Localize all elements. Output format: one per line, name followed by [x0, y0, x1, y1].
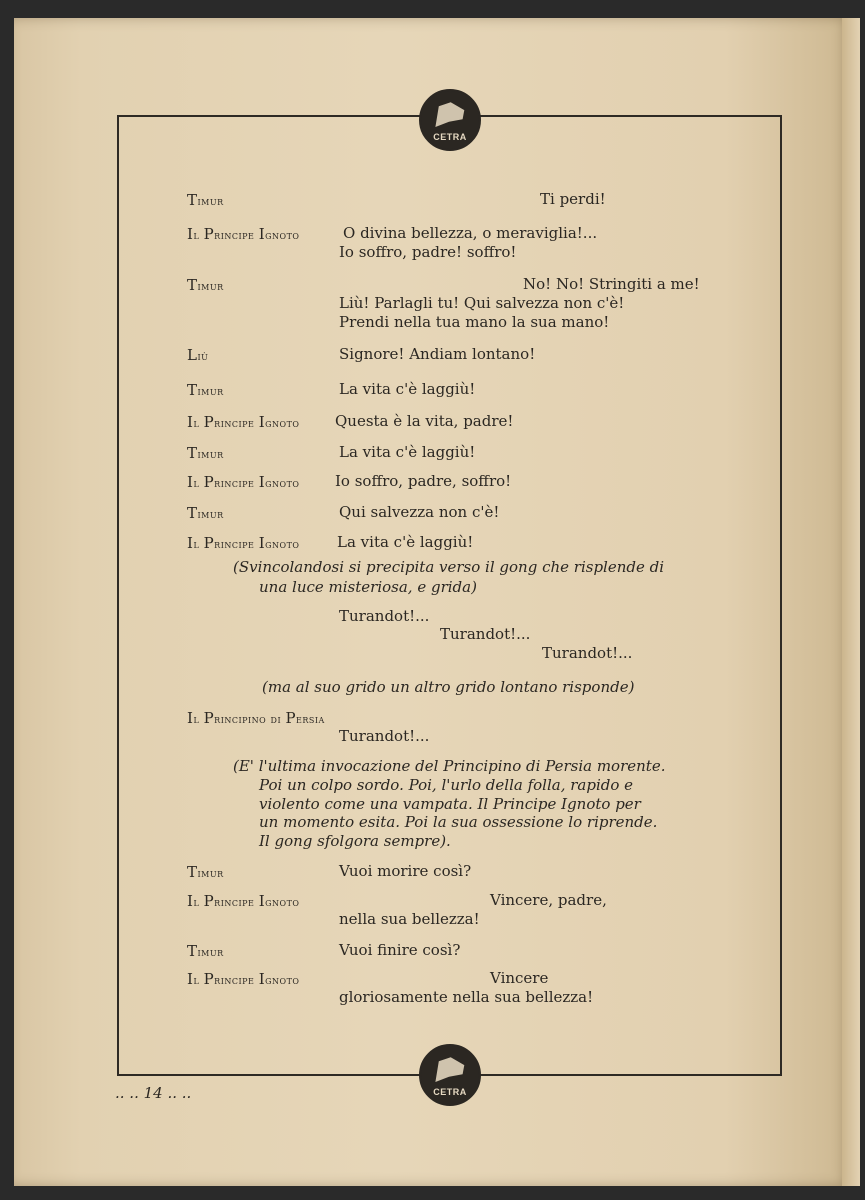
speaker-label: Il Principe Ignoto [187, 473, 300, 491]
speaker-label: Il Principe Ignoto [187, 534, 300, 552]
dialogue-line: O divina bellezza, o meraviglia!... [343, 224, 598, 242]
cetra-logo-top [419, 89, 481, 151]
speaker-label: Il Principe Ignoto [187, 413, 300, 431]
page-number: .. .. 14 .. .. [115, 1084, 192, 1102]
logo-label: CETRA [433, 132, 467, 142]
stage-direction: Il gong sfolgora sempre). [259, 832, 451, 850]
gramophone-icon [432, 101, 466, 127]
speaker-label: Timur [187, 504, 224, 522]
logo-label: CETRA [433, 1087, 467, 1097]
dialogue-line: Io soffro, padre, soffro! [335, 472, 512, 490]
dialogue-line: Turandot!... [339, 727, 430, 745]
stage-direction: (Svincolandosi si precipita verso il gong che risplende di [233, 558, 665, 576]
dialogue-line: Qui salvezza non c'è! [339, 503, 500, 521]
stage-direction: (ma al suo grido un altro grido lontano risponde) [262, 678, 635, 696]
dialogue-line: Vincere [490, 969, 549, 987]
stage-direction: un momento esita. Poi la sua ossessione lo riprende. [259, 813, 658, 831]
dialogue-line: La vita c'è laggiù! [339, 380, 476, 398]
stage-direction: Poi un colpo sordo. Poi, l'urlo della folla, rapido e [259, 776, 634, 794]
dialogue-line: nella sua bellezza! [339, 910, 480, 928]
dialogue-line: La vita c'è laggiù! [339, 443, 476, 461]
stage-direction: una luce misteriosa, e grida) [259, 578, 477, 596]
dialogue-line: Vuoi finire così? [339, 941, 461, 959]
stage-direction: violento come una vampata. Il Principe Ignoto per [259, 795, 641, 813]
speaker-label: Timur [187, 863, 224, 881]
dialogue-line: Vincere, padre, [490, 891, 607, 909]
dialogue-line: Signore! Andiam lontano! [339, 345, 536, 363]
dialogue-line: La vita c'è laggiù! [337, 533, 474, 551]
cetra-logo-bottom [419, 1044, 481, 1106]
page-edge [842, 18, 860, 1186]
dialogue-line: Turandot!... [542, 644, 633, 662]
speaker-label: Il Principe Ignoto [187, 970, 300, 988]
speaker-label: Il Principino di Persia [187, 709, 325, 727]
speaker-label: Il Principe Ignoto [187, 225, 300, 243]
dialogue-line: Liù! Parlagli tu! Qui salvezza non c'è! [339, 294, 625, 312]
stage-direction: (E' l'ultima invocazione del Principino di Persia morente. [233, 757, 666, 775]
speaker-label: Il Principe Ignoto [187, 892, 300, 910]
dialogue-line: Turandot!... [440, 625, 531, 643]
speaker-label: Timur [187, 191, 224, 209]
speaker-label: Liù [187, 346, 209, 364]
gramophone-icon [432, 1056, 466, 1082]
speaker-label: Timur [187, 444, 224, 462]
speaker-label: Timur [187, 381, 224, 399]
dialogue-line: Ti perdi! [540, 190, 606, 208]
dialogue-line: gloriosamente nella sua bellezza! [339, 988, 594, 1006]
dialogue-line: Questa è la vita, padre! [335, 412, 514, 430]
dialogue-line: No! No! Stringiti a me! [523, 275, 700, 293]
dialogue-line: Turandot!... [339, 607, 430, 625]
dialogue-line: Vuoi morire così? [339, 862, 472, 880]
dialogue-line: Prendi nella tua mano la sua mano! [339, 313, 610, 331]
speaker-label: Timur [187, 276, 224, 294]
speaker-label: Timur [187, 942, 224, 960]
dialogue-line: Io soffro, padre! soffro! [339, 243, 517, 261]
